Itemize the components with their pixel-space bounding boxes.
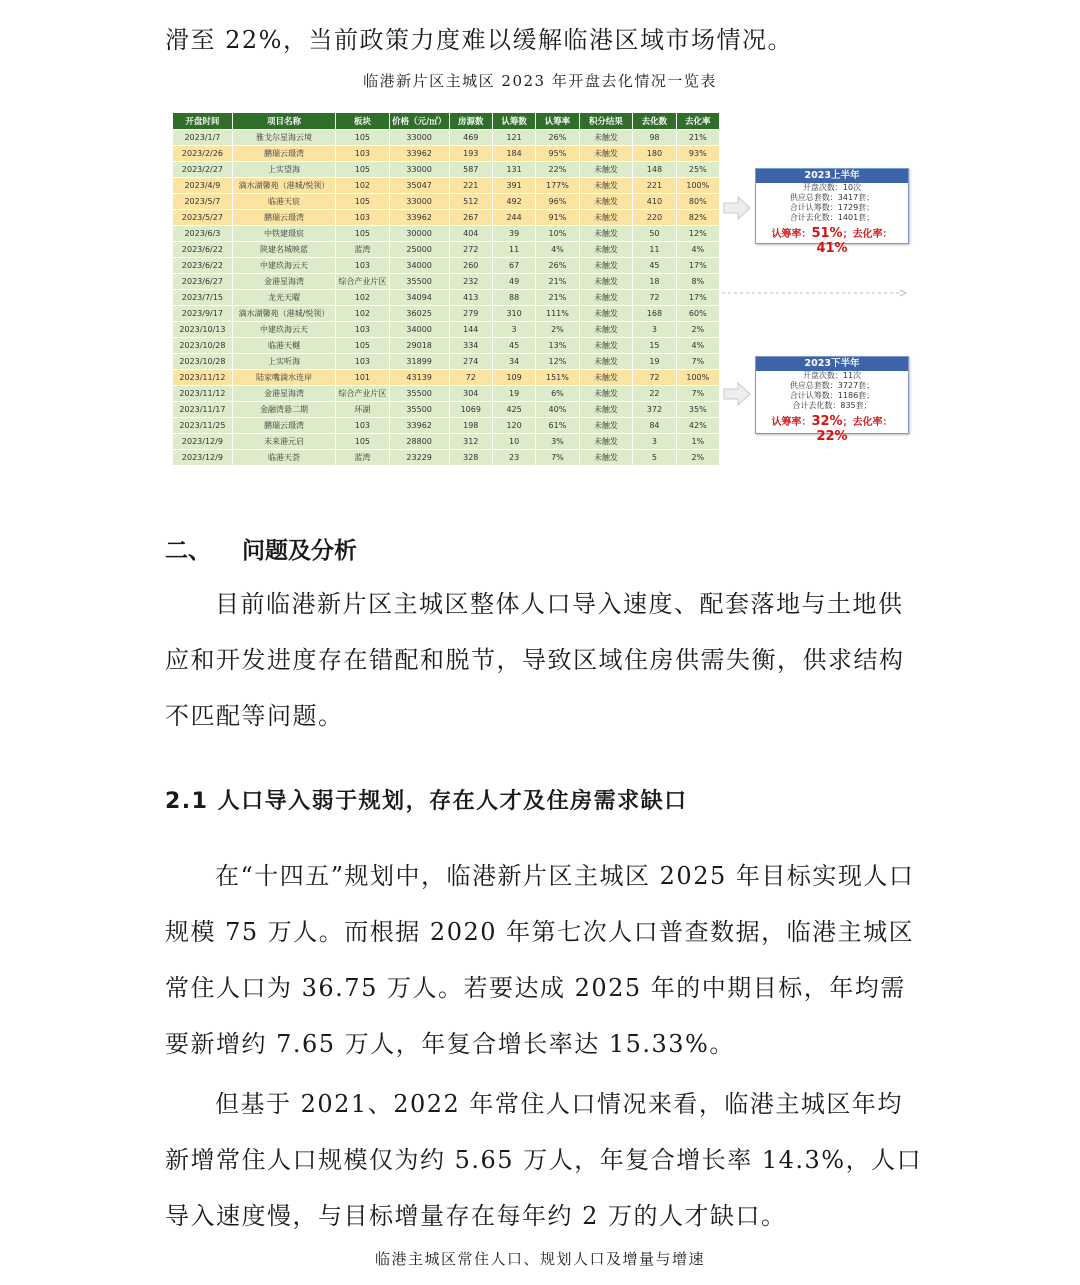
h1-summary-line: 供应总套数：3417套；	[789, 193, 875, 202]
table-cell: 148	[633, 162, 676, 178]
table-cell: 未触发	[579, 450, 633, 466]
table-cell: 滴水湖馨苑（港城/悦领）	[232, 306, 335, 322]
table-row	[173, 322, 720, 338]
table-row	[173, 434, 720, 450]
table-cell: 2023/6/22	[173, 242, 233, 258]
table-cell: 35500	[389, 274, 449, 290]
table-cell: 临港天荟	[232, 450, 335, 466]
table-row	[173, 194, 720, 210]
table-cell: 2023/7/15	[173, 290, 233, 306]
h2-summary-line: 合计去化数：835套；	[792, 401, 872, 410]
table-cell: 35%	[676, 402, 719, 418]
table-cell: 2%	[676, 322, 719, 338]
table-cell: 410	[633, 194, 676, 210]
table-cell: 19	[492, 386, 535, 402]
table-cell: 33962	[389, 146, 449, 162]
table-cell: 雅戈尔星海云境	[232, 130, 335, 146]
table-row	[173, 418, 720, 434]
table-cell: 45	[633, 258, 676, 274]
table-cell: 512	[449, 194, 492, 210]
sell-through-rate: 22%	[816, 429, 848, 444]
table-row	[173, 162, 720, 178]
table-cell: 49	[492, 274, 535, 290]
table-cell: 101	[336, 370, 390, 386]
table-cell: 274	[449, 354, 492, 370]
table-cell: 1%	[676, 434, 719, 450]
section-paragraph: 目前临港新片区主城区整体人口导入速度、配套落地与土地供应和开发进度存在错配和脱节，导致区域住房供需失衡，供求结构不匹配等问题。	[165, 590, 905, 730]
table-cell: 33962	[389, 210, 449, 226]
table-row	[173, 274, 720, 290]
table-cell: 2023/2/26	[173, 146, 233, 162]
table-cell: 2023/5/27	[173, 210, 233, 226]
table-cell: 84	[633, 418, 676, 434]
table-cell: 22	[633, 386, 676, 402]
table-cell: 72	[633, 290, 676, 306]
table-cell: 193	[449, 146, 492, 162]
table-cell: 上实望海	[232, 162, 335, 178]
table-cell: 临港天樾	[232, 338, 335, 354]
table-cell: 2023/4/9	[173, 178, 233, 194]
table-cell: 2023/11/12	[173, 370, 233, 386]
dashed-divider-arrow	[722, 288, 908, 298]
table-cell: 45	[492, 338, 535, 354]
table-cell: 29018	[389, 338, 449, 354]
column-header: 价格（元/㎡）	[389, 113, 449, 130]
table-cell: 7%	[676, 386, 719, 402]
table-cell: 26%	[536, 130, 579, 146]
table-cell: 2023/12/9	[173, 434, 233, 450]
table-cell: 304	[449, 386, 492, 402]
table-cell: 19	[633, 354, 676, 370]
table-cell: 2023/11/25	[173, 418, 233, 434]
table-cell: 131	[492, 162, 535, 178]
table-cell: 2%	[676, 450, 719, 466]
table-cell: 35500	[389, 386, 449, 402]
table-cell: 33962	[389, 418, 449, 434]
table-cell: 上实听海	[232, 354, 335, 370]
table-cell: 34094	[389, 290, 449, 306]
table-caption: 临港新片区主城区 2023 年开盘去化情况一览表	[363, 72, 717, 90]
table-cell: 中建玖海云天	[232, 322, 335, 338]
table-cell: 17%	[676, 258, 719, 274]
table-row	[173, 130, 720, 146]
column-header: 开盘时间	[173, 113, 233, 130]
table-cell: 未触发	[579, 386, 633, 402]
table-cell: 4%	[676, 242, 719, 258]
table-cell: 蓝湾	[336, 242, 390, 258]
table-row	[173, 146, 720, 162]
table-cell: 100%	[676, 178, 719, 194]
table-cell: 36025	[389, 306, 449, 322]
table-cell: 272	[449, 242, 492, 258]
table-cell: 88	[492, 290, 535, 306]
table-cell: 7%	[536, 450, 579, 466]
table-cell: 18	[633, 274, 676, 290]
opening-sales-table	[172, 112, 720, 472]
rate-label: 认筹率：	[771, 417, 812, 428]
table-cell: 372	[633, 402, 676, 418]
table-cell: 中建玖海云天	[232, 258, 335, 274]
table-cell: 31899	[389, 354, 449, 370]
table-cell: 15	[633, 338, 676, 354]
table-cell: 3	[633, 434, 676, 450]
table-cell: 105	[336, 434, 390, 450]
h2-summary-line: 合计认筹数：1186套；	[789, 391, 875, 400]
table-row	[173, 338, 720, 354]
table-cell: 2023/6/22	[173, 258, 233, 274]
continued-paragraph: 滑至 22%，当前政策力度难以缓解临港区域市场情况。	[165, 26, 793, 54]
table-cell: 未触发	[579, 418, 633, 434]
table-cell: 2023/1/7	[173, 130, 233, 146]
table-cell: 35047	[389, 178, 449, 194]
table-row	[173, 386, 720, 402]
table-cell: 2023/5/7	[173, 194, 233, 210]
table-cell: 40%	[536, 402, 579, 418]
table-cell: 未触发	[579, 306, 633, 322]
table-row	[173, 226, 720, 242]
arrow-right-icon	[723, 196, 751, 220]
table-cell: 8%	[676, 274, 719, 290]
table-cell: 未触发	[579, 130, 633, 146]
table-cell: 28800	[389, 434, 449, 450]
h1-summary-line: 合计认筹数：1729套；	[789, 203, 875, 212]
column-header: 项目名称	[232, 113, 335, 130]
table-cell: 43139	[389, 370, 449, 386]
table-cell: 3%	[536, 434, 579, 450]
table-cell: 鹏瑞云璟湾	[232, 418, 335, 434]
table-cell: 50	[633, 226, 676, 242]
h1-summary-rates	[756, 225, 908, 258]
table-row	[173, 290, 720, 306]
table-cell: 未触发	[579, 194, 633, 210]
table-cell: 未触发	[579, 178, 633, 194]
table-row	[173, 258, 720, 274]
h1-summary-title: 2023上半年	[756, 169, 908, 183]
table-cell: 310	[492, 306, 535, 322]
table-cell: 103	[336, 322, 390, 338]
table-cell: 未触发	[579, 146, 633, 162]
table-cell: 未触发	[579, 434, 633, 450]
table-cell: 469	[449, 130, 492, 146]
column-header: 积分结果	[579, 113, 633, 130]
table-row	[173, 402, 720, 418]
table-cell: 221	[633, 178, 676, 194]
column-header: 房源数	[449, 113, 492, 130]
column-header: 板块	[336, 113, 390, 130]
table-cell: 鹏瑞云璟湾	[232, 146, 335, 162]
table-cell: 80%	[676, 194, 719, 210]
table-cell: 151%	[536, 370, 579, 386]
table-cell: 23229	[389, 450, 449, 466]
table-row	[173, 210, 720, 226]
h1-summary-line: 开盘次数：10次	[802, 183, 862, 192]
table-cell: 102	[336, 306, 390, 322]
table-cell: 404	[449, 226, 492, 242]
column-header: 去化数	[633, 113, 676, 130]
table-cell: 6%	[536, 386, 579, 402]
table-cell: 未触发	[579, 226, 633, 242]
body-paragraph: 在“十四五”规划中，临港新片区主城区 2025 年目标实现人口规模 75 万人。而根据 2020 年第七次人口普查数据，临港主城区常住人口为 36.75 万人。若要达成 2025 年的中期目标，年均需要新增约 7.65 万人，年复合增长率达 15.33%。	[165, 862, 915, 1058]
table-cell: 蓝湾	[336, 450, 390, 466]
table-cell: 39	[492, 226, 535, 242]
table-cell: 2023/10/28	[173, 354, 233, 370]
table-cell: 93%	[676, 146, 719, 162]
table-cell: 陆家嘴滴水连岸	[232, 370, 335, 386]
column-header: 去化率	[676, 113, 719, 130]
table-cell: 121	[492, 130, 535, 146]
arrow-right-icon	[723, 382, 751, 406]
table-cell: 334	[449, 338, 492, 354]
table-cell: 11	[633, 242, 676, 258]
table-cell: 临港天宸	[232, 194, 335, 210]
table-cell: 34	[492, 354, 535, 370]
rate-label: 认筹率：	[771, 229, 812, 240]
table-cell: 198	[449, 418, 492, 434]
table-cell: 109	[492, 370, 535, 386]
table-cell: 未触发	[579, 354, 633, 370]
table-cell: 鹏瑞云璟湾	[232, 210, 335, 226]
table-cell: 105	[336, 162, 390, 178]
table-cell: 103	[336, 258, 390, 274]
table-cell: 103	[336, 354, 390, 370]
table-cell: 105	[336, 226, 390, 242]
table-cell: 279	[449, 306, 492, 322]
table-cell: 102	[336, 290, 390, 306]
table-cell: 177%	[536, 178, 579, 194]
table-cell: 龙光天曜	[232, 290, 335, 306]
table-cell: 未触发	[579, 370, 633, 386]
table-cell: 105	[336, 194, 390, 210]
table-cell: 2023/9/17	[173, 306, 233, 322]
rate-separator: ；	[842, 229, 853, 240]
section-number: 二、	[165, 538, 211, 564]
table-cell: 72	[449, 370, 492, 386]
table-cell: 12%	[676, 226, 719, 242]
table-cell: 中铁建璟宸	[232, 226, 335, 242]
table-cell: 25000	[389, 242, 449, 258]
table-cell: 33000	[389, 194, 449, 210]
table-row	[173, 354, 720, 370]
table-cell: 60%	[676, 306, 719, 322]
rate-separator: ；	[842, 417, 853, 428]
table-cell: 61%	[536, 418, 579, 434]
table-cell: 未触发	[579, 274, 633, 290]
table-cell: 312	[449, 434, 492, 450]
table-cell: 103	[336, 146, 390, 162]
table-cell: 391	[492, 178, 535, 194]
table-cell: 33000	[389, 162, 449, 178]
table-cell: 105	[336, 130, 390, 146]
figure-caption: 临港主城区常住人口、规划人口及增量与增速	[374, 1250, 705, 1268]
table-cell: 7%	[676, 354, 719, 370]
table-row	[173, 242, 720, 258]
table-cell: 42%	[676, 418, 719, 434]
table-cell: 111%	[536, 306, 579, 322]
table-cell: 103	[336, 210, 390, 226]
table-cell: 33000	[389, 130, 449, 146]
table-cell: 105	[336, 338, 390, 354]
h2-summary-rates	[756, 413, 908, 446]
body-paragraph: 但基于 2021、2022 年常住人口情况来看，临港主城区年均新增常住人口规模仅为约 5.65 万人，年复合增长率 14.3%，人口导入速度慢，与目标增量存在每年约 2 万的人才缺口。	[165, 1090, 923, 1230]
table-cell: 综合产业片区	[336, 386, 390, 402]
table-cell: 2023/6/27	[173, 274, 233, 290]
subscription-rate: 32%	[811, 414, 843, 429]
table-cell: 260	[449, 258, 492, 274]
table-cell: 82%	[676, 210, 719, 226]
table-cell: 未触发	[579, 242, 633, 258]
subscription-rate: 51%	[811, 226, 843, 241]
table-cell: 144	[449, 322, 492, 338]
table-cell: 11	[492, 242, 535, 258]
table-cell: 587	[449, 162, 492, 178]
column-header: 认筹率	[536, 113, 579, 130]
table-cell: 未触发	[579, 402, 633, 418]
table-cell: 413	[449, 290, 492, 306]
table-cell: 95%	[536, 146, 579, 162]
table-cell: 2%	[536, 322, 579, 338]
table-cell: 100%	[676, 370, 719, 386]
h1-summary-box	[755, 168, 909, 256]
table-cell: 陕建名城映蓝	[232, 242, 335, 258]
table-cell: 26%	[536, 258, 579, 274]
table-row	[173, 450, 720, 466]
table-cell: 2023/12/9	[173, 450, 233, 466]
table-cell: 22%	[536, 162, 579, 178]
table-cell: 4%	[536, 242, 579, 258]
table-cell: 13%	[536, 338, 579, 354]
table-cell: 328	[449, 450, 492, 466]
h2-summary-line: 开盘次数：11次	[802, 371, 862, 380]
table-cell: 35500	[389, 402, 449, 418]
table-cell: 221	[449, 178, 492, 194]
table-cell: 21%	[536, 290, 579, 306]
subsection-heading: 2.1 人口导入弱于规划，存在人才及住房需求缺口	[165, 789, 688, 814]
h2-summary-title: 2023下半年	[756, 357, 908, 371]
table-cell: 3	[633, 322, 676, 338]
table-cell: 120	[492, 418, 535, 434]
table-cell: 102	[336, 178, 390, 194]
table-cell: 2023/10/13	[173, 322, 233, 338]
table-cell: 232	[449, 274, 492, 290]
table-cell: 23	[492, 450, 535, 466]
table-cell: 环湖	[336, 402, 390, 418]
table-cell: 2023/2/27	[173, 162, 233, 178]
table-cell: 2023/6/3	[173, 226, 233, 242]
rate-label: 去化率：	[852, 417, 893, 428]
table-cell: 2023/11/12	[173, 386, 233, 402]
table-cell: 未触发	[579, 290, 633, 306]
h1-summary-line: 合计去化数：1401套；	[789, 213, 875, 222]
table-cell: 未触发	[579, 338, 633, 354]
table-cell: 未来港元启	[232, 434, 335, 450]
table-cell: 12%	[536, 354, 579, 370]
table-cell: 21%	[676, 130, 719, 146]
table-cell: 2023/11/17	[173, 402, 233, 418]
table-cell: 滴水湖馨苑（港城/悦领）	[232, 178, 335, 194]
table-cell: 67	[492, 258, 535, 274]
table-cell: 未触发	[579, 162, 633, 178]
h2-summary-box	[755, 356, 909, 444]
table-cell: 2023/10/28	[173, 338, 233, 354]
table-cell: 34000	[389, 258, 449, 274]
column-header: 认筹数	[492, 113, 535, 130]
table-cell: 金融湾悬二期	[232, 402, 335, 418]
table-cell: 3	[492, 322, 535, 338]
h2-summary-line: 供应总套数：3727套；	[789, 381, 875, 390]
table-cell: 267	[449, 210, 492, 226]
table-row	[173, 178, 720, 194]
table-cell: 30000	[389, 226, 449, 242]
table-cell: 425	[492, 402, 535, 418]
table-cell: 184	[492, 146, 535, 162]
table-cell: 180	[633, 146, 676, 162]
table-cell: 34000	[389, 322, 449, 338]
table-header-row	[173, 113, 720, 130]
table-cell: 未触发	[579, 210, 633, 226]
table-cell: 10%	[536, 226, 579, 242]
table-cell: 金港星海湾	[232, 386, 335, 402]
table-cell: 72	[633, 370, 676, 386]
table-cell: 96%	[536, 194, 579, 210]
table-cell: 未触发	[579, 322, 633, 338]
table-cell: 10	[492, 434, 535, 450]
table-cell: 21%	[536, 274, 579, 290]
table-cell: 未触发	[579, 258, 633, 274]
table-cell: 5	[633, 450, 676, 466]
section-title: 问题及分析	[242, 538, 357, 564]
table-cell: 492	[492, 194, 535, 210]
table-cell: 金港星海湾	[232, 274, 335, 290]
table-cell: 25%	[676, 162, 719, 178]
table-cell: 103	[336, 418, 390, 434]
table-cell: 220	[633, 210, 676, 226]
table-cell: 168	[633, 306, 676, 322]
table-cell: 244	[492, 210, 535, 226]
table-row	[173, 306, 720, 322]
table-cell: 17%	[676, 290, 719, 306]
table-cell: 综合产业片区	[336, 274, 390, 290]
table-row	[173, 370, 720, 386]
table-cell: 1069	[449, 402, 492, 418]
table-cell: 91%	[536, 210, 579, 226]
table-cell: 98	[633, 130, 676, 146]
rate-label: 去化率：	[852, 229, 893, 240]
table-cell: 4%	[676, 338, 719, 354]
sell-through-rate: 41%	[816, 241, 848, 256]
